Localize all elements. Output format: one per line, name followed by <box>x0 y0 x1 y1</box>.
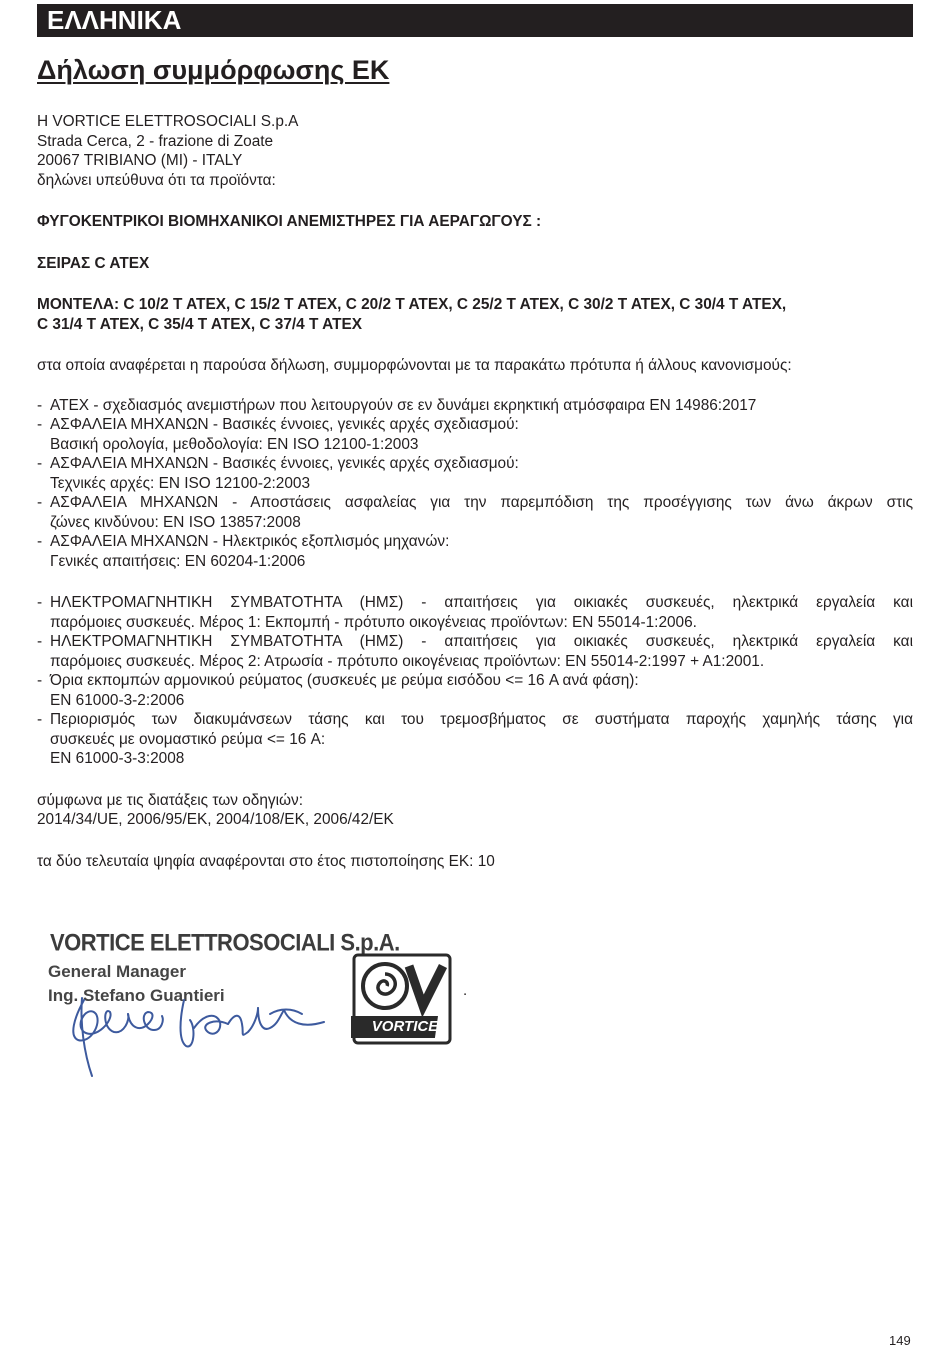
standard-item <box>37 593 913 632</box>
standard-text <box>50 671 913 710</box>
bullet-dash: - <box>37 416 43 433</box>
declaration-statement: δηλώνει υπεύθυνα ότι τα προϊόντα: <box>37 171 276 189</box>
conformity-intro: στα οποία αναφέρεται η παρούσα δήλωση, συμμορφώνονται με τα παρακάτω πρότυπα ή άλλους κανονισμούς: <box>37 357 792 374</box>
standard-text <box>50 396 913 416</box>
language-banner <box>37 4 913 37</box>
standard-line: παρόμοιες συσκευές. Μέρος 2: Ατρωσία - πρότυπο οικογένειας προϊόντων: EN 55014-2:1997 + A1:2001. <box>50 652 765 670</box>
bullet-dash: - <box>37 533 43 550</box>
standard-item <box>37 671 913 710</box>
standard-item <box>37 396 913 416</box>
declaration-body <box>37 112 913 871</box>
standard-text <box>50 454 913 493</box>
page-number: 149 <box>889 1333 911 1348</box>
bullet-dash: - <box>37 711 43 728</box>
bullet-dash: - <box>37 494 43 511</box>
standard-line: ΑΣΦΑΛΕΙΑ ΜΗΧΑΝΩΝ - Ηλεκτρικός εξοπλισμός μηχανών: <box>50 533 450 550</box>
standard-line: Γενικές απαιτήσεις: EN 60204-1:2006 <box>50 552 306 570</box>
standard-item <box>37 415 913 454</box>
directives-intro: σύμφωνα με τις διατάξεις των οδηγιών: <box>37 791 303 809</box>
language-label: ΕΛΛΗΝΙΚΑ <box>47 5 182 35</box>
bullet-dash: - <box>37 594 43 611</box>
stray-mark: . <box>463 982 468 999</box>
standard-item <box>37 710 913 769</box>
product-models-2: C 31/4 T ATEX, C 35/4 T ATEX, C 37/4 T ATEX <box>37 315 362 333</box>
handwritten-signature <box>44 928 364 1078</box>
standard-line: Περιορισμός των διακυμάνσεων τάσης και του τρεμοσβήματος σε συστήματα παροχής χαμηλής τάσης για <box>50 711 913 728</box>
standard-item <box>37 493 913 532</box>
standards-group-2 <box>37 593 913 769</box>
company-address-2: 20067 TRIBIANO (MI) - ITALY <box>37 152 243 169</box>
standard-text <box>50 710 913 769</box>
page-title: Δήλωση συμμόρφωσης ΕΚ <box>37 55 390 85</box>
stamp-company: VORTICE ELETTROSOCIALI S.p.A. <box>50 928 400 957</box>
standard-text <box>50 593 913 632</box>
stamp-name: Ing. Stefano Guantieri <box>48 986 225 1005</box>
standard-text <box>50 532 913 571</box>
standards-group-1 <box>37 396 913 572</box>
standard-line: Τεχνικές αρχές: EN ISO 12100-2:2003 <box>50 474 311 492</box>
standard-line: ΗΛΕΚΤΡΟΜΑΓΝΗΤΙΚΗ ΣΥΜΒΑΤΟΤΗΤΑ (ΗΜΣ) - απαιτήσεις για οικιακές συσκευές, ηλεκτρικά εργαλεία και <box>50 633 913 650</box>
standard-line: EN 61000-3-3:2008 <box>50 750 185 767</box>
standard-item <box>37 632 913 671</box>
standard-item <box>37 454 913 493</box>
product-type: ΦΥΓΟΚΕΝΤΡΙΚΟΙ ΒΙΟΜΗΧΑΝΙΚΟΙ ΑΝΕΜΙΣΤΗΡΕΣ ΓΙΑ ΑΕΡΑΓΩΓΟΥΣ : <box>37 213 542 230</box>
vortice-logo <box>351 952 453 1046</box>
standard-line: συσκευές με ονομαστικό ρεύμα <= 16 A: <box>50 730 326 748</box>
company-address-1: Strada Cerca, 2 - frazione di Zoate <box>37 132 274 150</box>
standard-line: ΑΣΦΑΛΕΙΑ ΜΗΧΑΝΩΝ - Βασικές έννοιες, γενικές αρχές σχεδιασμού: <box>50 416 519 433</box>
standard-line: Όρια εκπομπών αρμονικού ρεύματος (συσκευές με ρεύμα εισόδου <= 16 A ανά φάση): <box>50 672 639 689</box>
standard-line: ATEX - σχεδιασμός ανεμιστήρων που λειτουργούν σε εν δυνάμει εκρηκτική ατμόσφαιρα EN 14986:2017 <box>50 396 757 414</box>
vortice-logo-text: VORTICE <box>371 1018 439 1035</box>
bullet-dash: - <box>37 672 43 689</box>
standard-line: ΑΣΦΑΛΕΙΑ ΜΗΧΑΝΩΝ - Βασικές έννοιες, γενικές αρχές σχεδιασμού: <box>50 455 519 472</box>
standard-text <box>50 632 913 671</box>
standard-line: ΗΛΕΚΤΡΟΜΑΓΝΗΤΙΚΗ ΣΥΜΒΑΤΟΤΗΤΑ (ΗΜΣ) - απαιτήσεις για οικιακές συσκευές, ηλεκτρικά εργαλεία και <box>50 594 913 611</box>
company-name: Η VORTICE ELETTROSOCIALI S.p.A <box>37 113 299 130</box>
certification-note: τα δύο τελευταία ψηφία αναφέρονται στο έτος πιστοποίησης ΕΚ: 10 <box>37 852 495 870</box>
standard-line: Βασική ορολογία, μεθοδολογία: EN ISO 12100-1:2003 <box>50 435 419 453</box>
standard-item <box>37 532 913 571</box>
standard-text <box>50 493 913 532</box>
directives-list: 2014/34/UE, 2006/95/EK, 2004/108/EK, 2006/42/EK <box>37 811 394 828</box>
standard-line: EN 61000-3-2:2006 <box>50 691 185 709</box>
bullet-dash: - <box>37 455 43 472</box>
bullet-dash: - <box>37 396 43 414</box>
standard-line: παρόμοιες συσκευές. Μέρος 1: Εκπομπή - πρότυπο οικογένειας προϊόντων: EN 55014-1:2006. <box>50 613 697 631</box>
standard-text <box>50 415 913 454</box>
stamp-role: General Manager <box>48 962 186 981</box>
product-series: ΣΕΙΡΑΣ C ATEX <box>37 254 150 272</box>
signature-block <box>44 928 400 1078</box>
standard-line: ζώνες κινδύνου: EN ISO 13857:2008 <box>50 513 301 531</box>
standard-line: ΑΣΦΑΛΕΙΑ ΜΗΧΑΝΩΝ - Αποστάσεις ασφαλείας για την παρεμπόδιση της προσέγγισης των άνω άκρων στις <box>50 494 913 511</box>
bullet-dash: - <box>37 633 43 650</box>
product-models-1: ΜΟΝΤΕΛΑ: C 10/2 T ATEX, C 15/2 T ATEX, C 20/2 T ATEX, C 25/2 T ATEX, C 30/2 T ATEX, C 30/4 T ATEX, <box>37 296 787 313</box>
